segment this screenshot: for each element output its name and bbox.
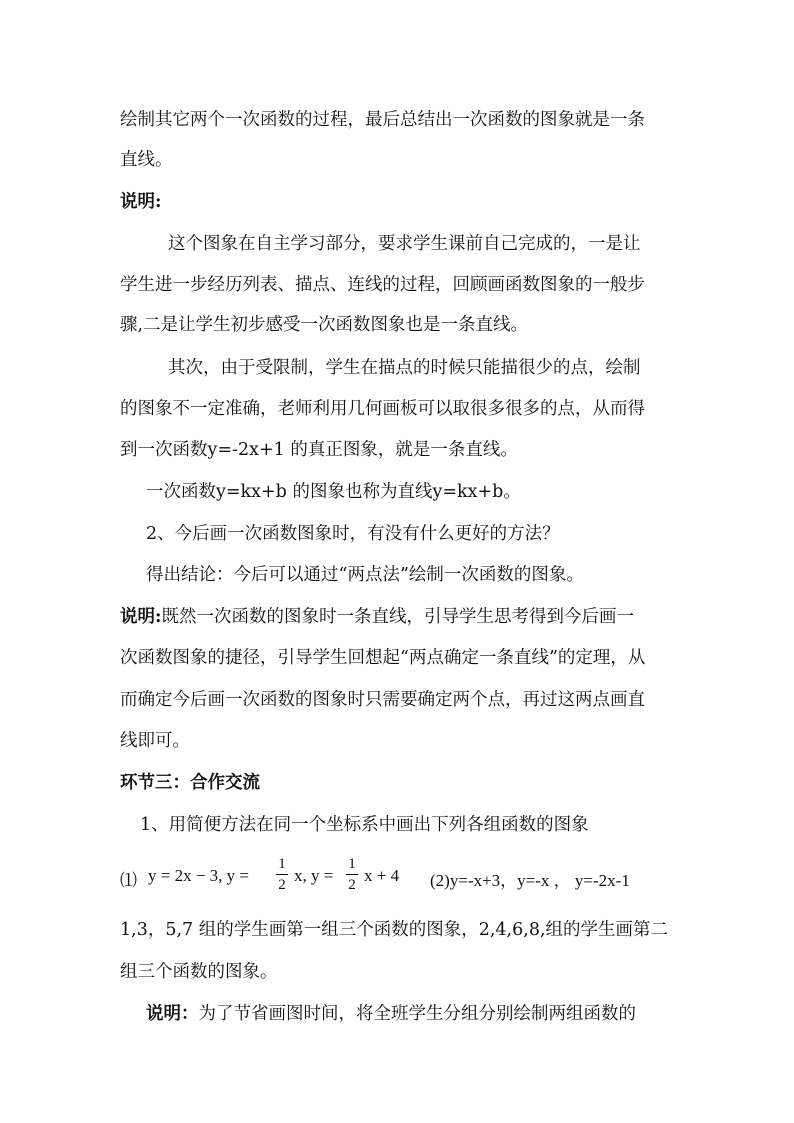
paragraph-line: 一次函数y=kx+b 的图象也称为直线y=kx+b。: [146, 482, 521, 502]
fraction: [344, 855, 360, 894]
fraction-numerator: 1: [348, 856, 356, 872]
note-paragraph-line: [146, 1002, 706, 1026]
item-number: ⑴: [120, 871, 137, 890]
paragraph-line: 组三个函数的图象。: [120, 962, 278, 982]
fraction-denominator: 2: [348, 877, 356, 893]
note-text: 为了节省画图时间，将全班学生分组分别绘制两组函数的: [198, 1004, 636, 1024]
paragraph-line: 直线。: [120, 150, 173, 170]
fraction-denominator: 2: [278, 877, 286, 893]
equation-part: x, y =: [294, 866, 334, 885]
fraction-bar: [346, 874, 358, 875]
paragraph-line: 学生进一步经历列表、描点、连线的过程，回顾画函数图象的一般步: [120, 275, 645, 295]
section-heading: 环节三：合作交流: [120, 773, 260, 793]
paragraph-line: 2、今后画一次函数图象时，有没有什么更好的方法？: [146, 524, 560, 544]
paragraph-line: 绘制其它两个一次函数的过程，最后总结出一次函数的图象就是一条: [120, 110, 645, 130]
function-group-2: (2)y=-x+3，y=-x ， y=-2x-1: [430, 871, 630, 890]
paragraph-line: 线即可。: [120, 731, 190, 751]
equation-part: y = 2x − 3, y =: [148, 866, 250, 885]
paragraph-line: 到一次函数y=-2x+1 的真正图象，就是一条直线。: [120, 440, 518, 460]
fraction-bar: [276, 874, 288, 875]
paragraph-line: 次函数图象的捷径，引导学生回想起“两点确定一条直线”的定理，从: [120, 648, 646, 668]
paragraph-line: 骤,二是让学生初步感受一次函数图象也是一条直线。: [120, 315, 529, 335]
equation-part: x + 4: [364, 866, 400, 885]
note-text: 既然一次函数的图象时一条直线，引导学生思考得到今后画一: [161, 607, 634, 627]
note-label: 说明：: [146, 1004, 199, 1024]
paragraph-line: 1,3，5,7 组的学生画第一组三个函数的图象，2,4,6,8,组的学生画第二: [120, 920, 669, 940]
function-groups-line: [120, 850, 680, 910]
paragraph-line: 而确定今后画一次函数的图象时只需要确定两个点，再过这两点画直: [120, 690, 645, 710]
paragraph-line: 的图象不一定准确，老师利用几何画板可以取很多很多的点，从而得: [120, 399, 645, 419]
paragraph-line: 得出结论：今后可以通过“两点法”绘制一次函数的图象。: [146, 565, 584, 585]
note-label: 说明:: [120, 607, 162, 627]
note-label: 说明:: [120, 192, 162, 212]
task-line: 1、用简便方法在同一个坐标系中画出下列各组函数的图象: [140, 815, 589, 835]
fraction-numerator: 1: [278, 856, 286, 872]
fraction: [274, 855, 290, 894]
note-paragraph-line: [120, 605, 680, 629]
paragraph-line: 其次，由于受限制，学生在描点的时候只能描很少的点，绘制: [168, 358, 641, 378]
paragraph-line: 这个图象在自主学习部分，要求学生课前自己完成的，一是让: [168, 234, 641, 254]
